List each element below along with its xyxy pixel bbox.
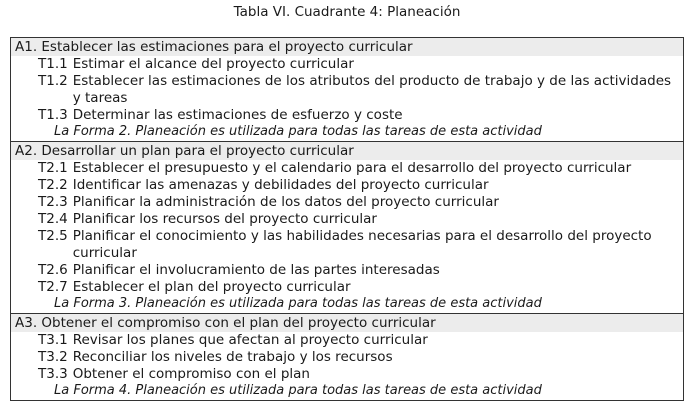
task-code: T3.1 <box>38 332 68 348</box>
task-text: Revisar los planes que afectan al proyecto curricular <box>72 332 428 348</box>
table-caption: Tabla VI. Cuadrante 4: Planeación <box>233 4 461 20</box>
task-row <box>11 211 683 228</box>
form-note: La Forma 2. Planeación es utilizada para todas las tareas de esta actividad <box>54 124 542 139</box>
task-text: Planificar los recursos del proyecto curricular <box>72 211 377 227</box>
task-code: T2.7 <box>38 279 68 295</box>
planning-table <box>10 37 684 401</box>
task-row <box>11 332 683 349</box>
activity-title: A1. Establecer las estimaciones para el proyecto curricular <box>11 38 683 56</box>
task-row <box>11 160 683 177</box>
task-code: T1.2 <box>38 73 68 89</box>
activity-section-a3 <box>11 313 683 400</box>
task-text: Planificar la administración de los datos del proyecto curricular <box>72 194 499 210</box>
task-code: T2.2 <box>38 177 68 193</box>
task-code: T2.6 <box>38 262 68 278</box>
task-row <box>11 56 683 73</box>
task-row <box>11 73 683 107</box>
activity-section-a2 <box>11 141 683 313</box>
task-list <box>11 56 683 141</box>
activity-section-a1 <box>11 38 683 141</box>
task-text: Planificar el involucramiento de las partes interesadas <box>72 262 440 278</box>
activity-title: A2. Desarrollar un plan para el proyecto curricular <box>11 142 683 160</box>
task-row <box>11 279 683 296</box>
task-text: Determinar las estimaciones de esfuerzo y coste <box>72 107 403 123</box>
task-text: Reconciliar los niveles de trabajo y los recursos <box>72 349 393 365</box>
task-row <box>11 177 683 194</box>
task-row <box>11 262 683 279</box>
task-code: T2.3 <box>38 194 68 210</box>
form-note: La Forma 4. Planeación es utilizada para todas las tareas de esta actividad <box>54 383 542 398</box>
task-text: Establecer el presupuesto y el calendario para el desarrollo del proyecto curricular <box>72 160 632 176</box>
task-code: T1.3 <box>38 107 68 123</box>
task-text: Identificar las amenazas y debilidades del proyecto curricular <box>72 177 489 193</box>
task-code: T2.4 <box>38 211 68 227</box>
task-text: Planificar el conocimiento y las habilidades necesarias para el desarrollo del proyecto curricular <box>72 228 652 261</box>
task-row <box>11 349 683 366</box>
task-code: T3.2 <box>38 349 68 365</box>
task-row <box>11 194 683 211</box>
activity-title: A3. Obtener el compromiso con el plan del proyecto curricular <box>11 314 683 332</box>
task-text: Establecer las estimaciones de los atributos del producto de trabajo y de las actividades y tareas <box>72 73 672 106</box>
task-row <box>11 107 683 124</box>
task-code: T2.5 <box>38 228 68 244</box>
task-code: T2.1 <box>38 160 68 176</box>
task-list <box>11 160 683 313</box>
task-text: Obtener el compromiso con el plan <box>72 366 310 382</box>
task-text: Estimar el alcance del proyecto curricular <box>72 56 354 72</box>
task-text: Establecer el plan del proyecto curricular <box>72 279 351 295</box>
task-code: T1.1 <box>38 56 68 72</box>
task-row <box>11 228 683 262</box>
task-code: T3.3 <box>38 366 68 382</box>
task-list <box>11 332 683 400</box>
form-note: La Forma 3. Planeación es utilizada para todas las tareas de esta actividad <box>54 296 542 311</box>
task-row <box>11 366 683 383</box>
